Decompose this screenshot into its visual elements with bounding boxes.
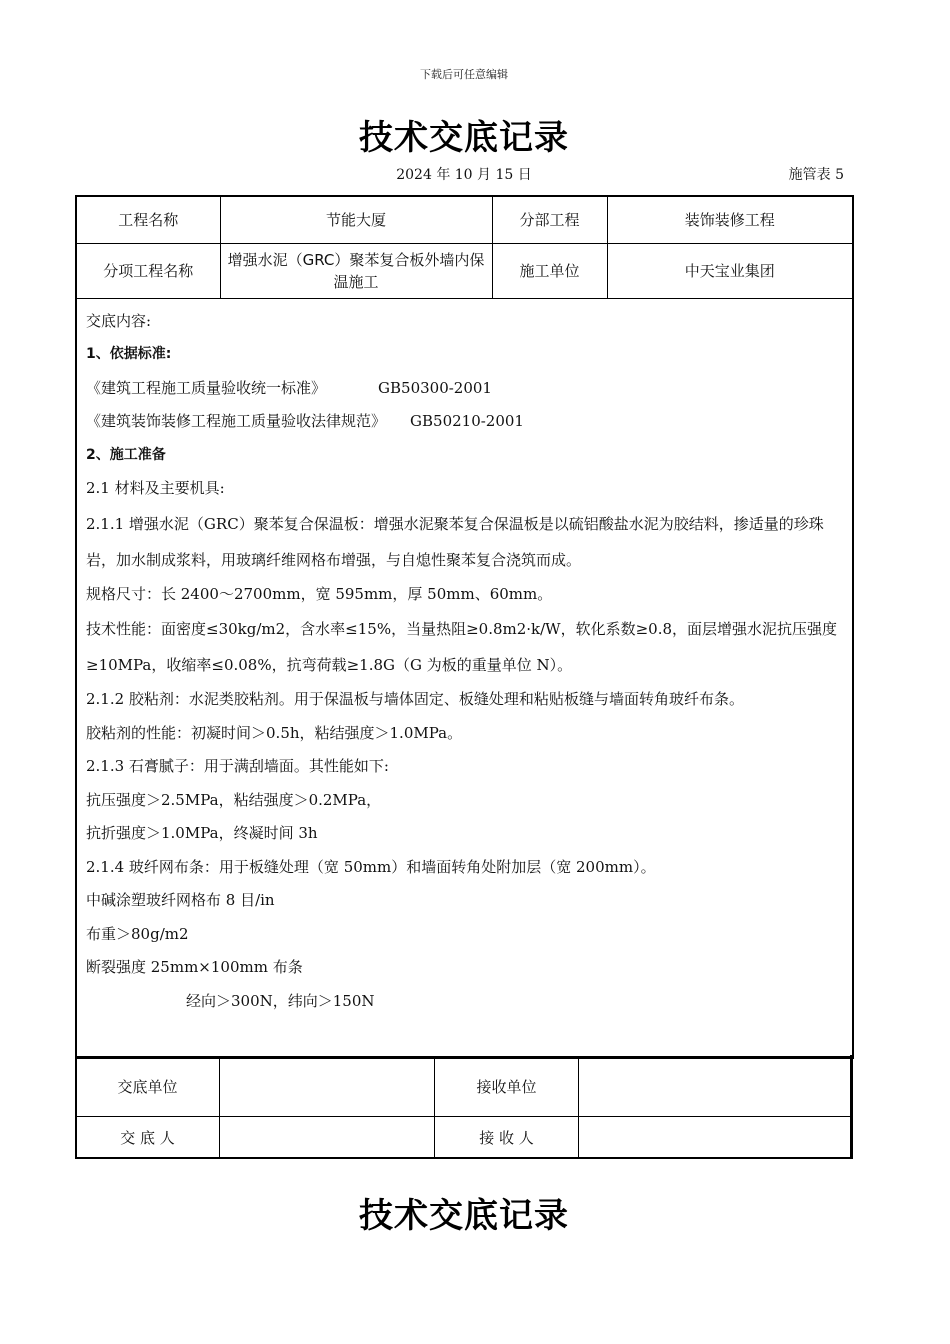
content-line: 技术性能：面密度≤30kg/m2，含水率≤15%，当量热阻≥0.8m2·k/W，软化系数≥0.8，面层增强水泥抗压强度≥10MPa，收缩率≤0.08%，抗弯荷载≥1.8G（G 为板的重量单位 N）。 <box>86 620 838 674</box>
content-line: 抗压强度＞2.5MPa，粘结强度＞0.2MPa， <box>86 790 382 809</box>
form-code: 施管表 5 <box>788 167 844 183</box>
signoff-person-row <box>76 1117 853 1159</box>
receiver-unit-label: 接收单位 <box>435 1057 579 1117</box>
receiver-value[interactable] <box>579 1117 853 1159</box>
record-date: 2024 年 10 月 15 日 <box>396 167 532 183</box>
content-line: 2.1.2 胶粘剂：水泥类胶粘剂。用于保温板与墙体固定、板缝处理和粘贴板缝与墙面转角玻纤布条。 <box>86 690 744 708</box>
issuer-label: 交 底 人 <box>76 1117 220 1159</box>
signoff-table <box>75 1056 853 1159</box>
content-line: 2.1.1 增强水泥（GRC）聚苯复合保温板：增强水泥聚苯复合保温板是以硫铝酸盐水泥为胶结料，掺适量的珍珠岩，加水制成浆料，用玻璃纤维网格布增强，与自熄性聚苯复合浇筑而成。 <box>86 514 824 569</box>
standard-2 <box>86 405 844 439</box>
standard-2-code: GB50210-2001 <box>410 412 524 430</box>
content-line: 2.1 材料及主要机具: <box>86 479 225 497</box>
content-line: 断裂强度 25mm×100mm 布条 <box>86 958 303 976</box>
contractor-value: 中天宝业集团 <box>607 243 853 298</box>
date-line <box>76 164 852 186</box>
signoff-unit-row <box>76 1057 853 1117</box>
subitem-row <box>76 243 853 298</box>
project-name-value: 节能大厦 <box>220 196 492 243</box>
header-note: 下载后可任意编辑 <box>420 68 508 81</box>
content-line: 胶粘剂的性能：初凝时间＞0.5h，粘结强度＞1.0MPa。 <box>86 723 463 742</box>
subitem-label: 分项工程名称 <box>76 243 220 298</box>
section-heading-preparation: 2、施工准备 <box>86 446 166 463</box>
division-label: 分部工程 <box>492 196 607 243</box>
disclosure-content <box>76 298 853 1058</box>
receiver-label: 接 收 人 <box>435 1117 579 1159</box>
division-value: 装饰装修工程 <box>607 196 853 243</box>
content-line: 2.1.4 玻纤网布条：用于板缝处理（宽 50mm）和墙面转角处附加层（宽 200mm）。 <box>86 857 656 876</box>
standard-1 <box>86 372 844 406</box>
content-row <box>76 298 853 1058</box>
content-intro: 交底内容: <box>86 311 152 330</box>
issuer-value[interactable] <box>220 1117 435 1159</box>
project-row <box>76 196 853 243</box>
receiver-unit-value[interactable] <box>579 1057 853 1117</box>
standard-1-name: 《建筑工程施工质量验收统一标准》 <box>86 378 327 397</box>
issuer-unit-label: 交底单位 <box>76 1057 220 1117</box>
contractor-label: 施工单位 <box>492 243 607 298</box>
project-name-label: 工程名称 <box>76 196 220 243</box>
content-line: 规格尺寸：长 2400～2700mm，宽 595mm，厚 50mm、60mm。 <box>86 584 553 603</box>
content-line: 抗折强度＞1.0MPa，终凝时间 3h <box>86 824 318 842</box>
disclosure-table <box>75 195 854 1059</box>
content-line: 经向＞300N，纬向＞150N <box>186 991 375 1010</box>
content-line: 2.1.3 石膏腻子：用于满刮墙面。其性能如下: <box>86 757 389 775</box>
issuer-unit-value[interactable] <box>220 1057 435 1117</box>
standard-2-name: 《建筑装饰装修工程施工质量验收法律规范》 <box>86 412 387 430</box>
content-line: 布重＞80g/m2 <box>86 924 189 943</box>
next-page-title: 技术交底记录 <box>359 1196 569 1236</box>
document-title: 技术交底记录 <box>359 118 569 158</box>
content-line: 中碱涂塑玻纤网格布 8 目/in <box>86 891 275 909</box>
standard-1-code: GB50300-2001 <box>378 378 492 397</box>
section-heading-standards: 1、依据标准: <box>86 346 172 362</box>
subitem-value: 增强水泥（GRC）聚苯复合板外墙内保温施工 <box>220 243 492 298</box>
